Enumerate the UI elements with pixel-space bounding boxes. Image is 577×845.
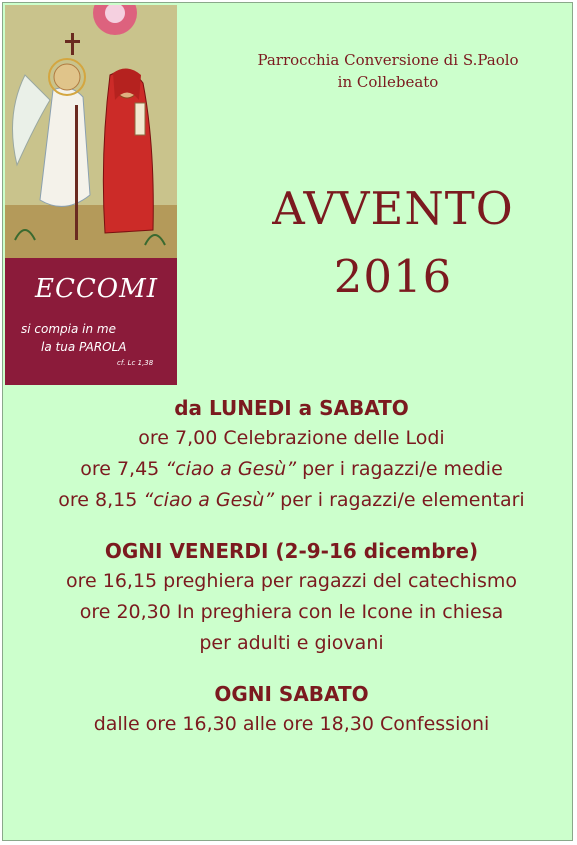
parish-line2: in Collebeato <box>337 73 439 91</box>
schedule-line-post: per i ragazzi/e elementari <box>274 489 525 511</box>
section-heading: OGNI SABATO <box>214 682 369 706</box>
eccomi-caption-line1: si compia in me <box>21 322 116 336</box>
eccomi-caption-panel <box>5 258 177 385</box>
schedule-line-em: “ciao a Gesù” <box>143 489 275 511</box>
section-heading: da LUNEDI a SABATO <box>174 396 409 420</box>
schedule-line <box>3 628 577 659</box>
parish-line1: Parrocchia Conversione di S.Paolo <box>257 51 519 69</box>
schedule-line-post: per i ragazzi/e medie <box>296 458 503 480</box>
schedule-line <box>3 423 577 454</box>
advent-poster <box>2 2 573 841</box>
annunciation-icon <box>5 5 177 385</box>
section-heading: OGNI VENERDI (2-9-16 dicembre) <box>104 539 479 563</box>
title-line1: AVVENTO <box>272 182 514 235</box>
eccomi-word: ECCOMI <box>35 274 158 304</box>
schedule-line <box>3 485 577 516</box>
schedule-section <box>3 679 577 740</box>
schedule-line-pre: per adulti e giovani <box>199 632 384 654</box>
annunciation-icon-painting <box>5 5 177 258</box>
poster-title <box>203 175 577 311</box>
title-line2: 2016 <box>333 250 453 303</box>
schedule-section <box>3 393 577 516</box>
schedule <box>3 393 577 760</box>
schedule-line <box>3 566 577 597</box>
schedule-line-pre: ore 16,15 preghiera per ragazzi del catechismo <box>65 570 517 592</box>
schedule-line <box>3 454 577 485</box>
schedule-section <box>3 536 577 659</box>
schedule-line-pre: ore 7,45 <box>80 458 166 480</box>
schedule-line-pre: ore 20,30 In preghiera con le Icone in chiesa <box>79 601 504 623</box>
schedule-line-pre: dalle ore 16,30 alle ore 18,30 Confessioni <box>93 713 490 735</box>
bible-reference: cf. Lc 1,38 <box>117 359 154 367</box>
schedule-line-pre: ore 7,00 Celebrazione delle Lodi <box>138 427 445 449</box>
eccomi-caption-line2: la tua PAROLA <box>41 340 127 354</box>
schedule-line <box>3 709 577 740</box>
schedule-line-pre: ore 8,15 <box>58 489 144 511</box>
schedule-line-em: “ciao a Gesù” <box>165 458 297 480</box>
schedule-line <box>3 597 577 628</box>
parish-name <box>193 49 577 93</box>
